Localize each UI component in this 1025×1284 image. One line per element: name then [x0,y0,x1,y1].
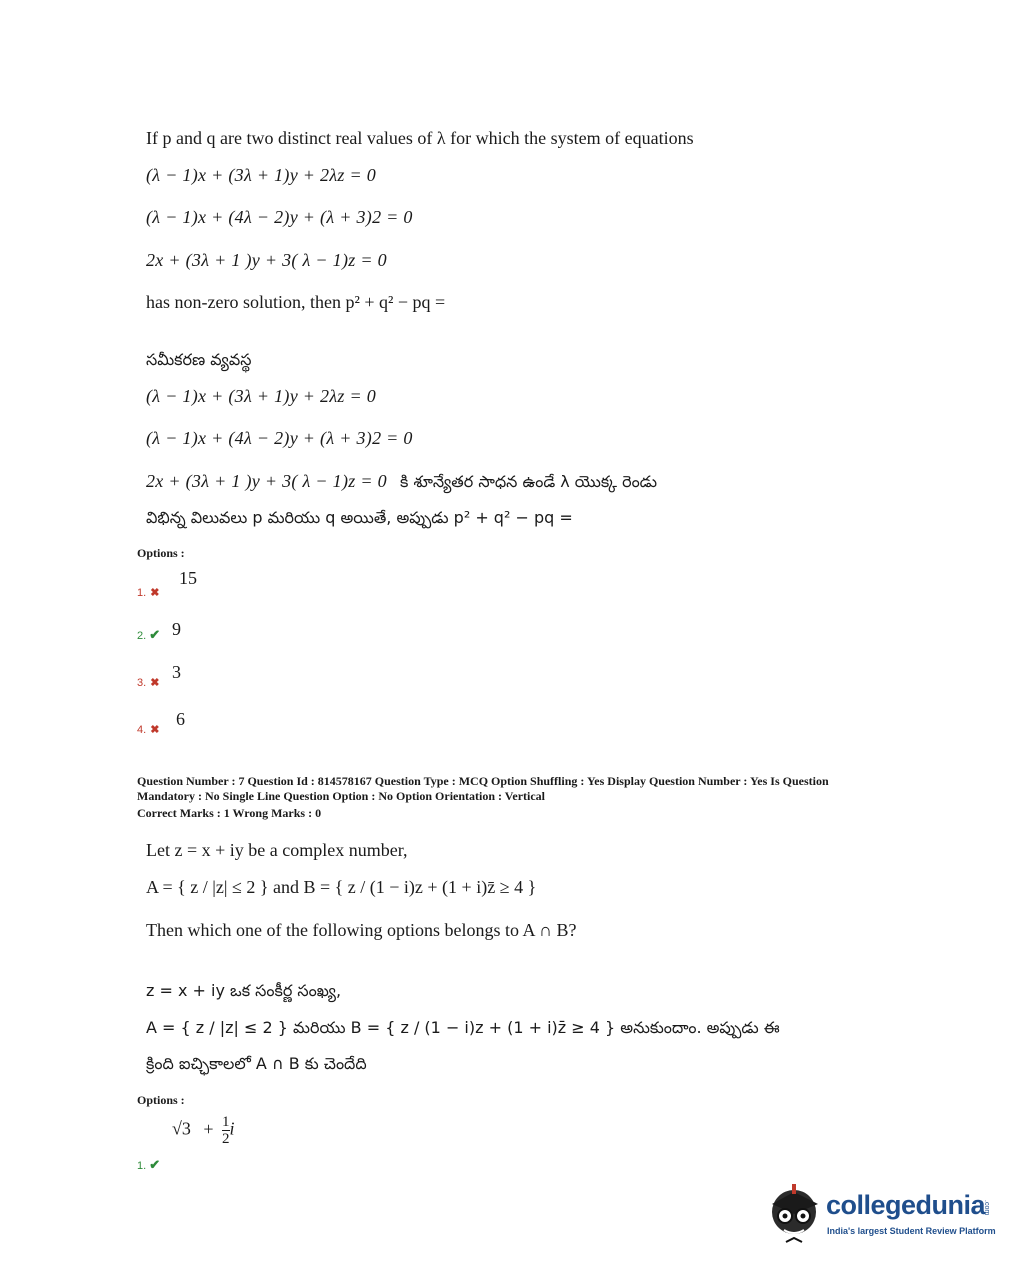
logo-wordmark: collegedunia [826,1190,986,1220]
q7-meta-line-1: Question Number : 7 Question Id : 814578167 Question Type : MCQ Option Shuffling : Yes Display Question Number : Yes Is Question [137,774,829,788]
q7-option-1-value [172,1114,235,1147]
q6-option-3-value: 3 [172,662,181,682]
correct-check-icon: ✔ [149,1157,161,1172]
q6-stem: If p and q are two distinct real values of λ for which the system of equations [146,128,694,148]
q6-option-1-value: 15 [179,568,197,588]
imaginary-unit: i [229,1118,235,1139]
q7-sets-telugu: A = { z / |z| ≤ 2 } మరియు B = { z / (1 − i)z + (1 + i)z̄ ≥ 4 } అనుకుందాం. అప్పుడు ఈ [146,1018,780,1037]
plus-sign: + [203,1118,214,1139]
q7-stem: Let z = x + iy be a complex number, [146,840,408,860]
logo-tagline: India's largest Student Review Platform [827,1226,996,1236]
sqrt-three: √3 [172,1118,191,1139]
fraction-denominator: 2 [222,1131,230,1147]
q7-option-1[interactable] [137,1156,160,1174]
logo-domain-suffix: .com [983,1200,990,1216]
q6-equation-2-telugu: (λ − 1)x + (4λ − 2)y + (λ + 3)2 = 0 [146,428,413,448]
q6-equation-3: 2x + (3λ + 1 )y + 3( λ − 1)z = 0 [146,250,387,270]
wrong-cross-icon: ✖ [150,677,160,689]
option-number: 3. [137,677,147,689]
q6-option-4-value: 6 [176,709,185,729]
wrong-cross-icon: ✖ [150,587,160,599]
wrong-cross-icon: ✖ [150,724,160,736]
q7-ask: Then which one of the following options belongs to A ∩ B? [146,920,577,940]
fraction-one-half [222,1114,230,1147]
student-mascot-icon [766,1178,824,1246]
q6-equation-2: (λ − 1)x + (4λ − 2)y + (λ + 3)2 = 0 [146,207,413,227]
q7-stem-telugu: z = x + iy ఒక సంకీర్ణ సంఖ్య, [146,981,342,1000]
collegedunia-logo[interactable] [766,1178,996,1248]
option-number: 4. [137,724,147,736]
q7-meta-line-2: Mandatory : No Single Line Question Option : No Option Orientation : Vertical [137,789,546,803]
q6-stem-telugu: సమీకరణ వ్యవస్థ [146,350,252,369]
q7-ask-telugu: క్రింది ఐచ్ఛికాలలో A ∩ B కు చెందేది [146,1054,367,1073]
q6-equation-1-telugu: (λ − 1)x + (3λ + 1)y + 2λz = 0 [146,386,377,406]
correct-check-icon: ✔ [149,627,161,642]
q7-meta-line-3: Correct Marks : 1 Wrong Marks : 0 [137,806,322,820]
q6-option-2-value: 9 [172,619,181,639]
q7-sets: A = { z / |z| ≤ 2 } and B = { z / (1 − i)z + (1 + i)z̄ ≥ 4 } [146,877,537,897]
option-number: 1. [137,587,147,599]
q6-tail-telugu: కి శూన్యేతర సాధన ఉండే λ యొక్క రెండు [400,472,658,491]
q6-ask-telugu: విభిన్న విలువలు p మరియు q అయితే, అప్పుడు p² + q² − pq = [146,508,573,527]
q6-equation-3-telugu: 2x + (3λ + 1 )y + 3( λ − 1)z = 0 [146,471,387,491]
q6-option-4[interactable] [137,720,159,738]
q6-option-1[interactable] [137,583,159,601]
option-number: 1. [137,1160,147,1172]
q7-options-label: Options : [137,1093,185,1107]
q6-option-2[interactable] [137,626,160,644]
fraction-numerator: 1 [222,1114,230,1130]
q6-ask: has non-zero solution, then p² + q² − pq = [146,292,446,312]
option-number: 2. [137,630,147,642]
q6-equation-1: (λ − 1)x + (3λ + 1)y + 2λz = 0 [146,165,377,185]
q6-option-3[interactable] [137,673,159,691]
q6-options-label: Options : [137,546,185,560]
